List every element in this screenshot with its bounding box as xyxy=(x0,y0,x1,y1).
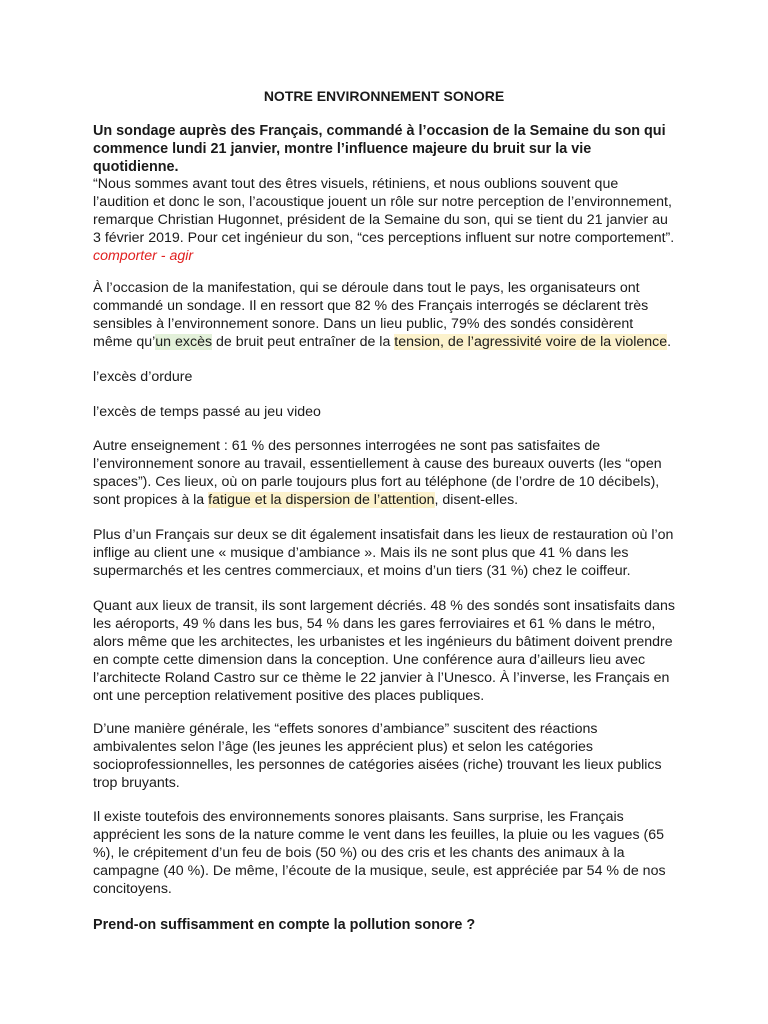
note-exces-ordure: l’excès d’ordure xyxy=(93,369,193,385)
paragraph-transit: Quant aux lieux de transit, ils sont largement décriés. 48 % des sondés sont insatisfaits dans les aéroports, 49 % dans les bus, 54 % dans les gares ferroviaires et 61 % dans le métro, alors même que les architectes, les urbanistes et les ingénieurs du bâtiment doivent prendre en compte cette dimension dans la conception. Une conférence aura d’ailleurs lieu avec l’architecte Roland Castro sur ce thème le 22 janvier à l’Unesco. À l’inverse, les Français en ont une perception relativement positive des places publiques. xyxy=(93,598,675,704)
highlight-yellow: fatigue et la dispersion de l’attention xyxy=(208,492,435,508)
note-exces-jeu-video: l’excès de temps passé au jeu video xyxy=(93,404,321,420)
paragraph-sondage xyxy=(93,279,675,351)
paragraph-text-end: , disent-elles. xyxy=(434,492,519,508)
paragraph-restauration: Plus d’un Français sur deux se dit également insatisfait dans les lieux de restauration où l’on inflige au client une « musique d’ambiance ». Mais ils ne sont plus que 41 % dans les supermarchés et les centres commerciaux, et moins d’un tiers (31 %) chez le coiffeur. xyxy=(93,527,674,579)
highlight-green: un excès xyxy=(155,334,213,350)
paragraph-text-start: Autre enseignement : 61 % des personnes interrogées ne sont pas satisfaites de l’environnement sonore au travail, essentiellement à cause des bureaux ouverts (les “open spaces”). Ces lieux, où on parle toujours plus fort au téléphone (de l’ordre de 10 décibels), sont propices à la xyxy=(93,438,662,508)
highlight-yellow: tension, de l’agressivité voire de la violence xyxy=(394,334,668,350)
paragraph-text-end: . xyxy=(667,334,672,350)
lead-paragraph: Un sondage auprès des Français, commandé à l’occasion de la Semaine du son qui commence lundi 21 janvier, montre l’influence majeure du bruit sur la vie quotidienne. xyxy=(93,123,666,175)
paragraph-environnements-plaisants: Il existe toutefois des environnements sonores plaisants. Sans surprise, les Français apprécient les sons de la nature comme le vent dans les feuilles, la pluie ou les vagues (65 %), le crépitement d’un feu de bois (50 %) ou des cris et les chants des animaux à la campagne (40 %). De même, l’écoute de la musique, seule, est appréciée par 54 % de nos concitoyens. xyxy=(93,809,666,897)
paragraph-travail xyxy=(93,437,675,509)
paragraph-text: “Nous sommes avant tout des êtres visuels, rétiniens, et nous oublions souvent que l’audition et donc le son, l’acoustique jouent un rôle sur notre perception de l’environnement, remarque Christian Hugonnet, président de la Semaine du son, qui se tient du 21 janvier au 3 février 2019. Pour cet ingénieur du son, “ces perceptions influent sur notre comportement”. xyxy=(93,176,675,246)
handwritten-annotation: comporter - agir xyxy=(93,248,194,264)
paragraph-text-start: À l’occasion de la manifestation, qui se déroule dans tout le pays, les organisateurs ont commandé un sondage. Il en ressort que 82 % des Français interrogés se déclarent très sensibles à l’environnement sonore. Dans un lieu public, 79% des sondés considèrent même qu’ xyxy=(93,280,649,350)
document-title: NOTRE ENVIRONNEMENT SONORE xyxy=(263,88,505,104)
paragraph-text-middle: de bruit peut entraîner de la xyxy=(212,334,395,350)
closing-question: Prend-on suffisamment en compte la pollution sonore ? xyxy=(93,917,476,933)
paragraph-effets-sonores: D’une manière générale, les “effets sonores d’ambiance” suscitent des réactions ambivalentes selon l’âge (les jeunes les apprécient plus) et selon les catégories socioprofessionnelles, les personnes de catégories aisées (riche) trouvant les lieux publics trop bruyants. xyxy=(93,721,662,791)
paragraph-quote-hugonnet xyxy=(93,175,675,265)
